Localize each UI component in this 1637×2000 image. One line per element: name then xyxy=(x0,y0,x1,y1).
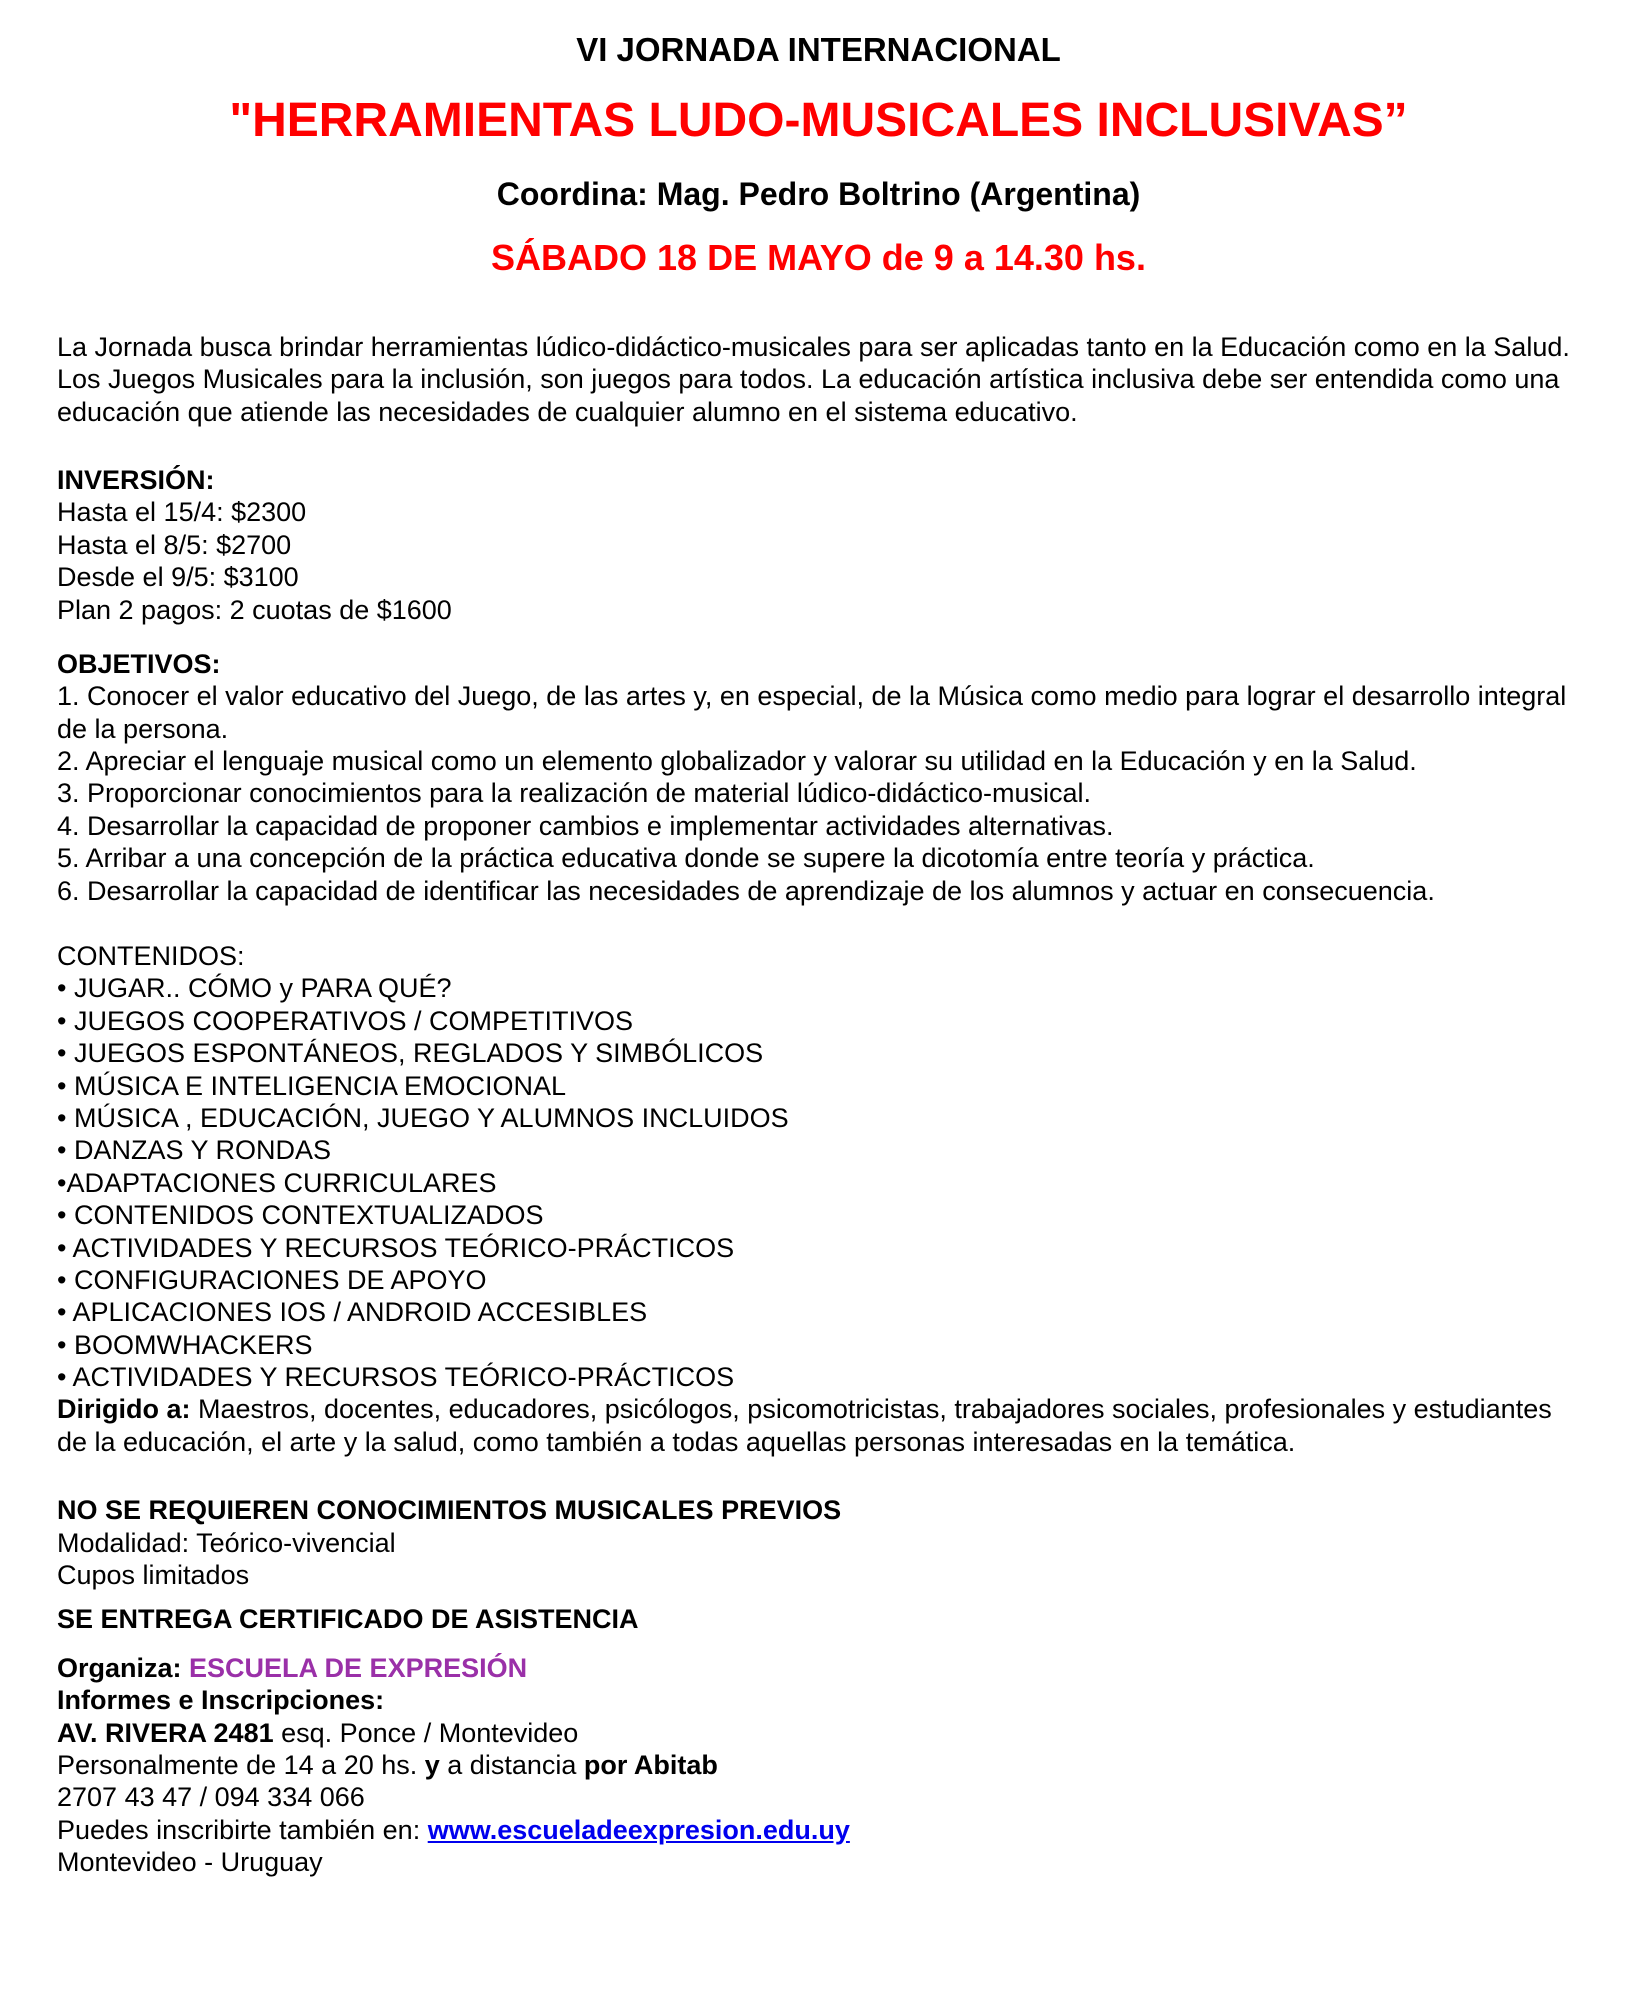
content-bullet: • CONTENIDOS CONTEXTUALIZADOS xyxy=(57,1200,544,1231)
modality-line: Modalidad: Teórico-vivencial xyxy=(57,1527,396,1558)
objective-item: 5. Arribar a una concepción de la práctica educativa donde se supere la dicotomía entre teoría y práctica. xyxy=(57,843,1315,874)
phone-numbers: 2707 43 47 / 094 334 066 xyxy=(57,1782,365,1813)
intro-paragraph-2: Los Juegos Musicales para la inclusión, son juegos para todos. La educación artística inclusiva debe ser entendida como una educación que atiende las necesidades de cualquier alumno en el sistema educativo. xyxy=(57,364,1560,427)
content-bullet: • BOOMWHACKERS xyxy=(57,1329,313,1360)
web-line xyxy=(57,1814,1580,1846)
content-bullet: • ACTIVIDADES Y RECURSOS TEÓRICO-PRÁCTICOS xyxy=(57,1232,735,1263)
organizer-line xyxy=(57,1652,1580,1684)
content-bullet: • MÚSICA , EDUCACIÓN, JUEGO Y ALUMNOS INCLUIDOS xyxy=(57,1102,789,1133)
date-time-line: SÁBADO 18 DE MAYO de 9 a 14.30 hs. xyxy=(491,236,1146,278)
schedule-text: a distancia xyxy=(439,1750,584,1780)
address-detail: esq. Ponce / Montevideo xyxy=(273,1717,579,1748)
audience-text: Maestros, docentes, educadores, psicólogos, psicomotricistas, trabajadores sociales, profesionales y estudiantes de la educación, el arte y la salud, como también a todas aquellas personas interesadas en la temática. xyxy=(57,1394,1552,1457)
objective-item: 2. Apreciar el lenguaje musical como un elemento globalizador y valorar su utilidad en la Educación y en la Salud. xyxy=(57,746,1417,777)
address-line xyxy=(57,1717,1580,1749)
address-street: AV. RIVERA 2481 xyxy=(57,1717,274,1748)
audience-paragraph xyxy=(57,1393,1580,1458)
contact-heading: Informes e Inscripciones: xyxy=(57,1685,385,1716)
organizer-name: ESCUELA DE EXPRESIÓN xyxy=(189,1652,528,1683)
intro-section xyxy=(57,331,1580,428)
event-series-title: VI JORNADA INTERNACIONAL xyxy=(576,31,1061,68)
content-bullet: • ACTIVIDADES Y RECURSOS TEÓRICO-PRÁCTICOS xyxy=(57,1362,735,1393)
content-bullet: • JUGAR.. CÓMO y PARA QUÉ? xyxy=(57,973,452,1004)
objectives-heading: OBJETIVOS: xyxy=(57,648,221,679)
pricing-item: Hasta el 15/4: $2300 xyxy=(57,497,307,528)
website-link[interactable]: www.escueladeexpresion.edu.uy xyxy=(427,1814,850,1845)
objective-item: 1. Conocer el valor educativo del Juego, de las artes y, en especial, de la Música como medio para lograr el desarrollo integral de la persona. xyxy=(57,681,1567,744)
pricing-item: Hasta el 8/5: $2700 xyxy=(57,529,292,560)
pricing-item: Plan 2 pagos: 2 cuotas de $1600 xyxy=(57,594,452,625)
content-bullet: •ADAPTACIONES CURRICULARES xyxy=(57,1167,497,1198)
content-bullet: • CONFIGURACIONES DE APOYO xyxy=(57,1264,487,1295)
objectives-section xyxy=(57,648,1580,907)
city-line: Montevideo - Uruguay xyxy=(57,1847,323,1878)
schedule-text: Personalmente de 14 a 20 hs. xyxy=(57,1750,425,1780)
contents-section xyxy=(57,940,1580,1458)
organizer-label: Organiza: xyxy=(57,1652,190,1683)
certificate-line: SE ENTREGA CERTIFICADO DE ASISTENCIA xyxy=(57,1604,639,1635)
pricing-item: Desde el 9/5: $3100 xyxy=(57,562,299,593)
pricing-section xyxy=(57,464,1580,626)
objective-item: 4. Desarrollar la capacidad de proponer cambios e implementar actividades alternativas. xyxy=(57,810,1114,841)
content-bullet: • APLICACIONES IOS / ANDROID ACCESIBLES xyxy=(57,1297,648,1328)
requirements-section xyxy=(57,1494,1580,1591)
content-bullet: • MÚSICA E INTELIGENCIA EMOCIONAL xyxy=(57,1070,567,1101)
pricing-heading: INVERSIÓN: xyxy=(57,464,215,495)
content-bullet: • JUEGOS ESPONTÁNEOS, REGLADOS Y SIMBÓLICOS xyxy=(57,1038,764,1069)
schedule-line xyxy=(57,1749,1580,1781)
contents-heading: CONTENIDOS: xyxy=(57,941,245,972)
objective-item: 6. Desarrollar la capacidad de identificar las necesidades de aprendizaje de los alumnos y actuar en consecuencia. xyxy=(57,875,1435,906)
audience-label: Dirigido a: xyxy=(57,1394,191,1425)
web-label: Puedes inscribirte también en: xyxy=(57,1814,428,1845)
content-bullet: • DANZAS Y RONDAS xyxy=(57,1135,332,1166)
main-title: "HERRAMIENTAS LUDO-MUSICALES INCLUSIVAS” xyxy=(229,93,1408,147)
no-prior-knowledge-line: NO SE REQUIEREN CONOCIMIENTOS MUSICALES PREVIOS xyxy=(57,1495,842,1526)
organizer-contact-section xyxy=(57,1652,1580,1879)
limited-seats-line: Cupos limitados xyxy=(57,1560,250,1591)
schedule-bold-text: y xyxy=(424,1750,440,1780)
intro-paragraph-1: La Jornada busca brindar herramientas lúdico-didáctico-musicales para ser aplicadas tanto en la Educación como en la Salud. xyxy=(57,331,1570,362)
content-bullet: • JUEGOS COOPERATIVOS / COMPETITIVOS xyxy=(57,1005,634,1036)
coordinator-line: Coordina: Mag. Pedro Boltrino (Argentina) xyxy=(496,176,1141,213)
schedule-abitab: por Abitab xyxy=(583,1750,718,1780)
objective-item: 3. Proporcionar conocimientos para la realización de material lúdico-didáctico-musical. xyxy=(57,778,1091,809)
